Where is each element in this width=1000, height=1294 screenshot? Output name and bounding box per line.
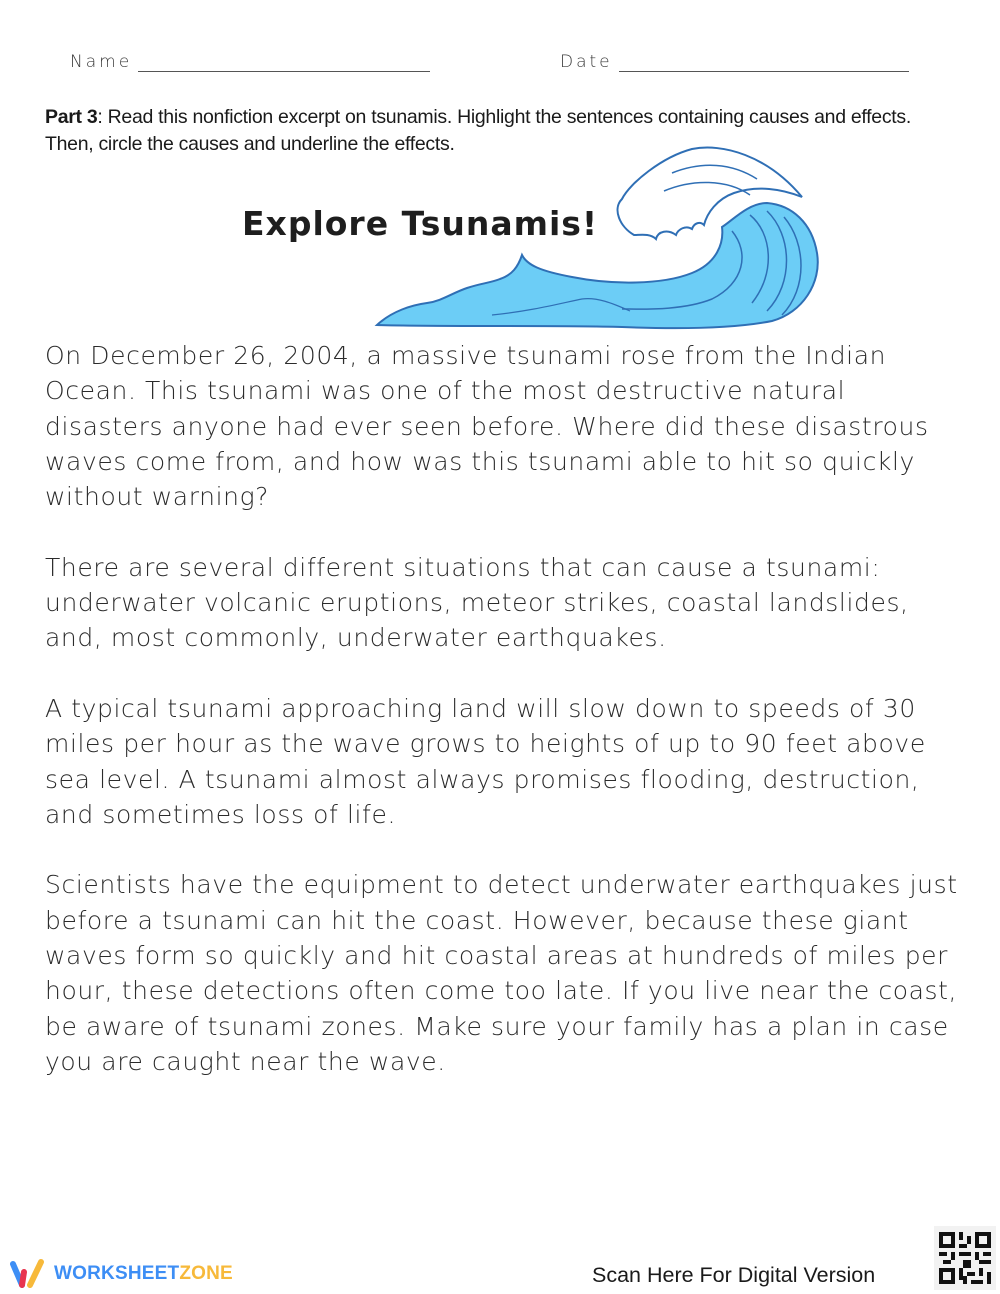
date-field[interactable] bbox=[560, 52, 909, 72]
name-label: Name bbox=[70, 52, 133, 72]
header-fields bbox=[70, 52, 930, 76]
date-label: Date bbox=[560, 52, 613, 72]
article-paragraph: On December 26, 2004, a massive tsunami rose from the Indian Ocean. This tsunami was one of the most destructive natural disasters anyone had ever seen before. Where did these disastrous waves come from, and how was this tsunami able to hit so quickly without warning? bbox=[45, 341, 929, 512]
scan-text: Scan Here For Digital Version bbox=[592, 1263, 876, 1287]
logo-text: WORKSHEETZONE bbox=[54, 1263, 233, 1284]
page-title: Explore Tsunamis! bbox=[242, 204, 598, 243]
date-line[interactable] bbox=[619, 55, 909, 72]
article-paragraph: Scientists have the equipment to detect underwater earthquakes just before a tsunami can hit the coast. However, because these giant waves form so quickly and hit coastal areas at hundreds of miles per hour, these detections often come too late. If you live near the coast, be aware of tsunami zones. Make sure your family has a plan in case you are caught near the wave. bbox=[45, 870, 958, 1076]
part-label: Part 3 bbox=[45, 106, 98, 128]
worksheet-zone-logo[interactable] bbox=[8, 1258, 233, 1290]
logo-icon bbox=[8, 1258, 48, 1290]
article-body bbox=[45, 338, 965, 1115]
name-line[interactable] bbox=[138, 55, 430, 72]
article-paragraph: There are several different situations that can cause a tsunami: underwater volcanic eruptions, meteor strikes, coastal landslides, and, most commonly, underwater earthquakes. bbox=[45, 552, 909, 653]
instructions-text: : Read this nonfiction excerpt on tsunamis. Highlight the sentences containing causes and effects. Then, circle the causes and underline the effects. bbox=[45, 106, 911, 155]
article-paragraph: A typical tsunami approaching land will slow down to speeds of 30 miles per hour as the wave grows to heights of up to 90 feet above sea level. A tsunami almost always promises flooding, destruction, and sometimes loss of life. bbox=[45, 693, 926, 829]
name-field[interactable] bbox=[70, 52, 430, 72]
qr-code-icon[interactable] bbox=[934, 1226, 996, 1290]
